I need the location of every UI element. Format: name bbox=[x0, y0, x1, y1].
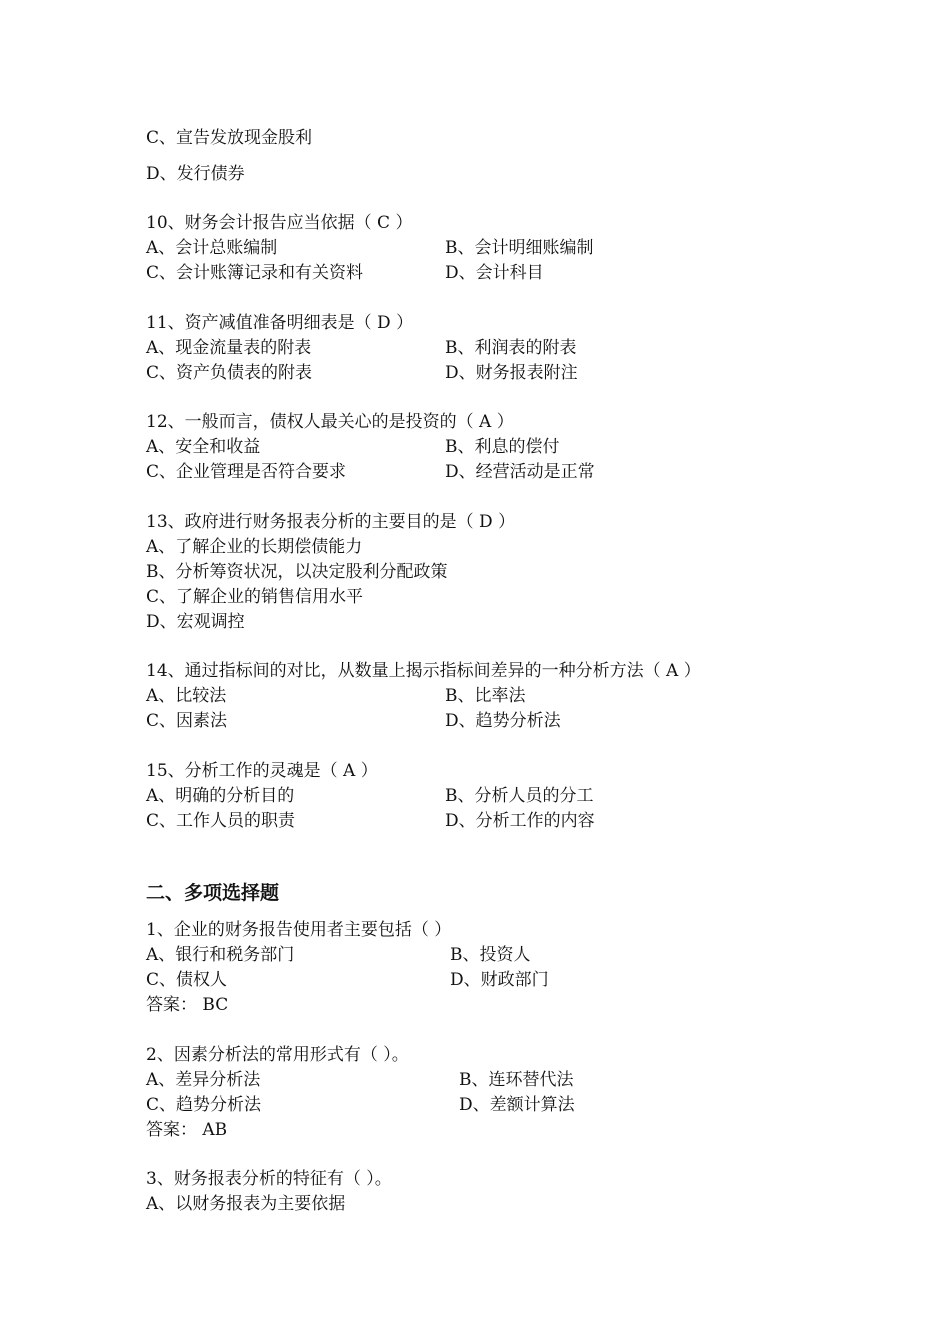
option-c: C、了解企业的销售信用水平 bbox=[146, 587, 364, 607]
option-d: D、经营活动是正常 bbox=[445, 462, 595, 482]
option-a: A、比较法 bbox=[146, 686, 227, 706]
option-b: B、会计明细账编制 bbox=[445, 238, 594, 258]
option-c: C、因素法 bbox=[146, 711, 228, 731]
option-a: A、以财务报表为主要依据 bbox=[146, 1194, 346, 1214]
option-a: A、银行和税务部门 bbox=[146, 945, 295, 965]
option-b: B、分析筹资状况，以决定股利分配政策 bbox=[146, 562, 448, 582]
option-d: D、会计科目 bbox=[445, 263, 544, 283]
option-b: B、利息的偿付 bbox=[445, 437, 560, 457]
question-stem: 2、因素分析法的常用形式有（ ）。 bbox=[146, 1045, 409, 1065]
option-b: B、比率法 bbox=[445, 686, 526, 706]
option-b: B、分析人员的分工 bbox=[445, 786, 594, 806]
option-a: A、明确的分析目的 bbox=[146, 786, 295, 806]
question-stem: 1、企业的财务报告使用者主要包括（ ） bbox=[146, 920, 452, 940]
option-c: C、趋势分析法 bbox=[146, 1095, 262, 1115]
option-c: C、资产负债表的附表 bbox=[146, 363, 313, 383]
option-d: D、发行债券 bbox=[146, 164, 245, 184]
section-heading: 二、多项选择题 bbox=[146, 882, 280, 904]
option-c: C、会计账簿记录和有关资料 bbox=[146, 263, 364, 283]
answer-text: 答案： BC bbox=[146, 995, 229, 1015]
option-a: A、现金流量表的附表 bbox=[146, 338, 312, 358]
option-d: D、差额计算法 bbox=[459, 1095, 575, 1115]
option-b: B、利润表的附表 bbox=[445, 338, 577, 358]
option-d: D、财政部门 bbox=[450, 970, 549, 990]
question-stem: 12、一般而言，债权人最关心的是投资的（ A ） bbox=[146, 412, 514, 432]
question-stem: 11、资产减值准备明细表是（ D ） bbox=[146, 313, 414, 333]
option-a: A、了解企业的长期偿债能力 bbox=[146, 537, 363, 557]
option-a: A、会计总账编制 bbox=[146, 238, 278, 258]
option-d: D、分析工作的内容 bbox=[445, 811, 595, 831]
option-c: C、工作人员的职责 bbox=[146, 811, 296, 831]
option-d: D、宏观调控 bbox=[146, 612, 245, 632]
option-b: B、连环替代法 bbox=[459, 1070, 574, 1090]
question-stem: 13、政府进行财务报表分析的主要目的是（ D ） bbox=[146, 512, 516, 532]
question-stem: 15、分析工作的灵魂是（ A ） bbox=[146, 761, 378, 781]
option-c: C、债权人 bbox=[146, 970, 228, 990]
option-c: C、宣告发放现金股利 bbox=[146, 128, 313, 148]
option-a: A、安全和收益 bbox=[146, 437, 261, 457]
option-b: B、投资人 bbox=[450, 945, 531, 965]
question-stem: 3、财务报表分析的特征有（ ）。 bbox=[146, 1169, 392, 1189]
option-a: A、差异分析法 bbox=[146, 1070, 261, 1090]
option-d: D、趋势分析法 bbox=[445, 711, 561, 731]
option-d: D、财务报表附注 bbox=[445, 363, 578, 383]
option-c: C、企业管理是否符合要求 bbox=[146, 462, 347, 482]
answer-text: 答案： AB bbox=[146, 1120, 228, 1140]
question-stem: 10、财务会计报告应当依据（ C ） bbox=[146, 213, 413, 233]
question-stem: 14、通过指标间的对比，从数量上揭示指标间差异的一种分析方法（ A ） bbox=[146, 661, 701, 681]
